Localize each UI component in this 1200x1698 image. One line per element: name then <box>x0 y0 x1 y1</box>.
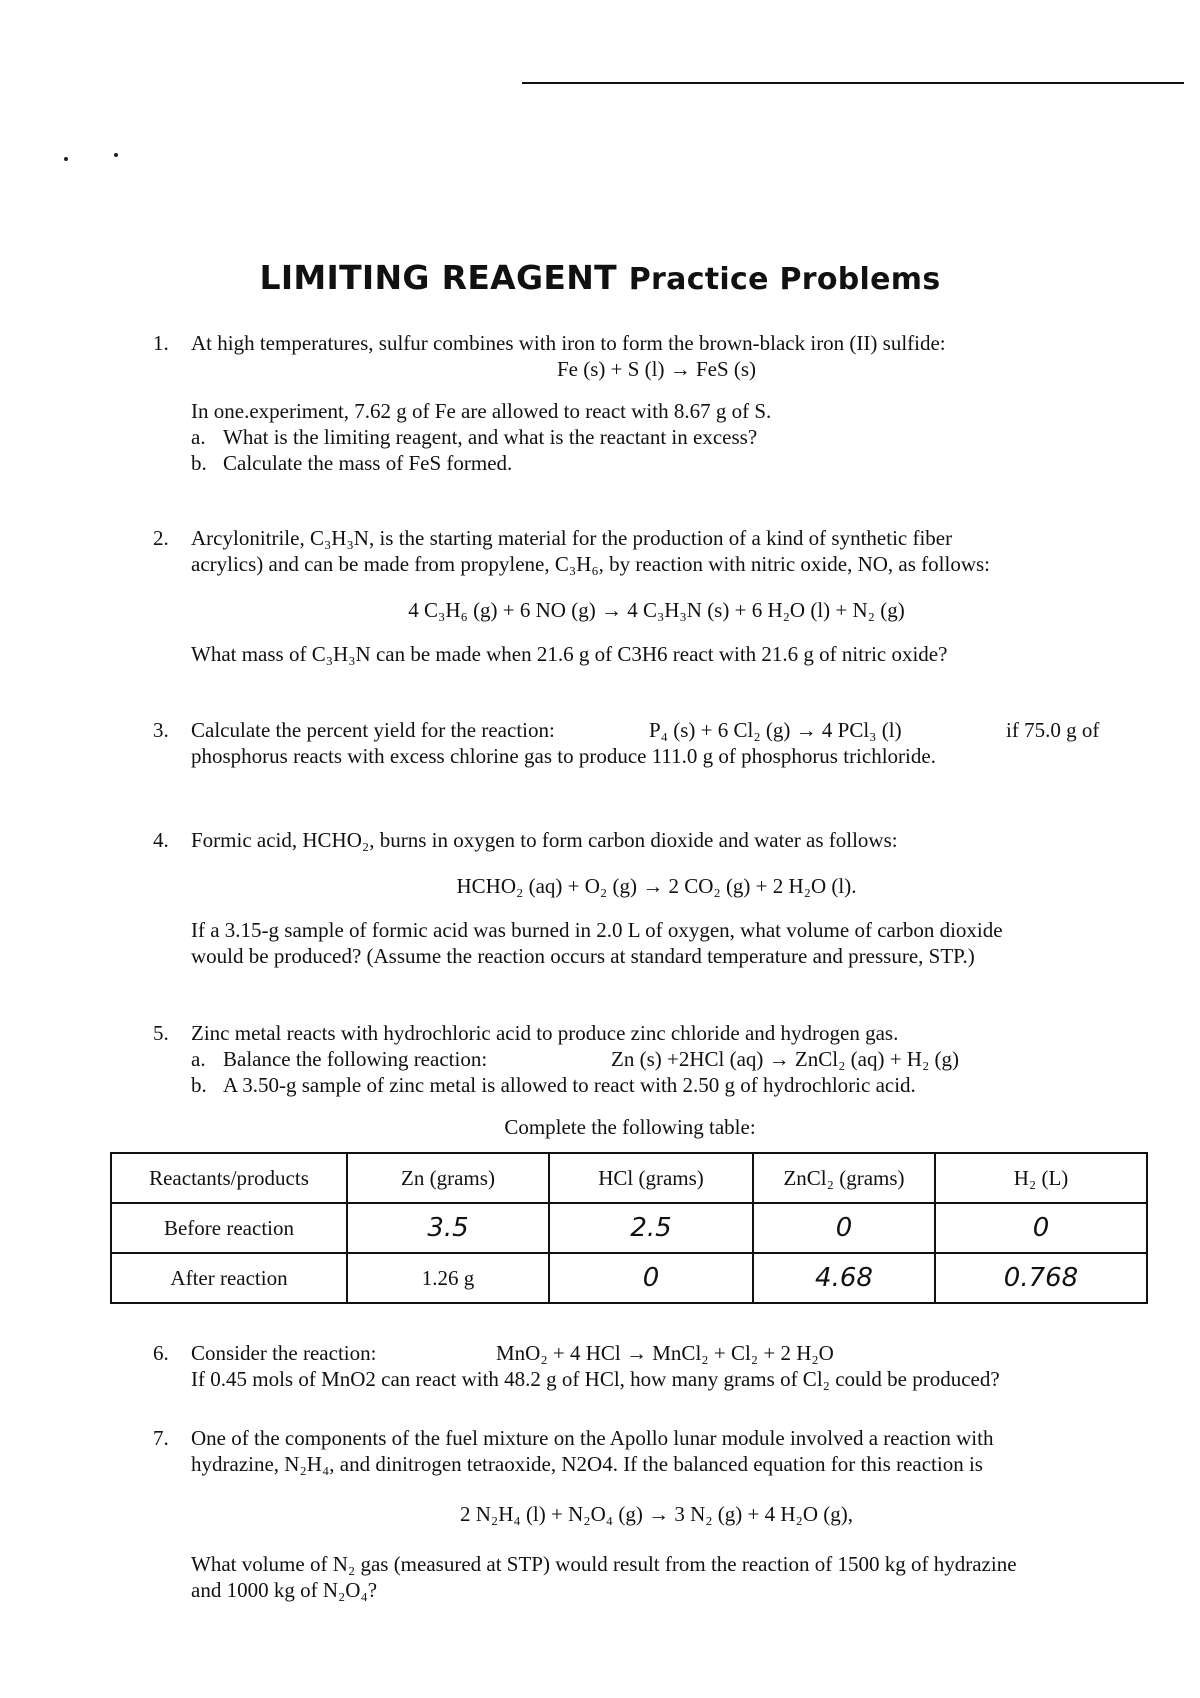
subpart-text: Balance the following reaction: <box>223 1047 488 1071</box>
question-3 <box>153 717 1160 769</box>
subpart-a <box>191 1046 1160 1072</box>
question-text: Formic acid, HCHO₂, burns in oxygen to form carbon dioxide and water as follows: <box>191 828 898 852</box>
question-5 <box>153 1020 1160 1098</box>
question-prompt: What volume of N₂ gas (measured at STP) would result from the reaction of 1500 kg of hydrazine <box>191 1552 1017 1576</box>
table-header-row <box>111 1153 1147 1203</box>
question-text: acrylics) and can be made from propylene, C₃H₆, by reaction with nitric oxide, NO, as follows: <box>191 552 990 576</box>
table-cell: 4.68 <box>753 1253 935 1303</box>
column-header: Zn (grams) <box>347 1153 549 1203</box>
table-row <box>111 1253 1147 1303</box>
question-1 <box>153 330 1160 476</box>
results-table <box>110 1152 1148 1304</box>
question-text: At high temperatures, sulfur combines with iron to form the brown-black iron (II) sulfide: <box>191 331 946 355</box>
scan-speck <box>114 153 118 157</box>
subpart-text: What is the limiting reagent, and what is the reactant in excess? <box>223 425 758 449</box>
question-text: If a 3.15-g sample of formic acid was burned in 2.0 L of oxygen, what volume of carbon dioxide <box>191 918 1003 942</box>
question-7 <box>153 1425 1160 1603</box>
table-caption: Complete the following table: <box>504 1115 756 1139</box>
question-2 <box>153 525 1160 667</box>
question-number: 5. <box>153 1021 169 1045</box>
question-number: 4. <box>153 828 169 852</box>
equation: 4 C₃H₆ (g) + 6 NO (g) → 4 C₃H₃N (s) + 6 H₂O (l) + N₂ (g) <box>408 598 905 622</box>
subpart-b <box>191 450 1160 476</box>
question-number: 2. <box>153 526 169 550</box>
subpart-a <box>191 424 1160 450</box>
question-number: 6. <box>153 1341 169 1365</box>
question-text: Consider the reaction: <box>191 1341 377 1365</box>
question-text: hydrazine, N₂H₄, and dinitrogen tetraoxide, N2O4. If the balanced equation for this reaction is <box>191 1452 983 1476</box>
question-6 <box>153 1340 1160 1392</box>
question-text: One of the components of the fuel mixture on the Apollo lunar module involved a reaction with <box>191 1426 994 1450</box>
equation: Zn (s) +2HCl (aq) → ZnCl₂ (aq) + H₂ (g) <box>611 1047 960 1071</box>
column-header: H₂ (L) <box>935 1153 1147 1203</box>
title-sub: Practice Problems <box>628 262 941 297</box>
table-cell: 1.26 g <box>347 1253 549 1303</box>
subpart-letter: a. <box>191 1047 206 1071</box>
table-cell: 3.5 <box>347 1203 549 1253</box>
question-prompt: If 0.45 mols of MnO2 can react with 48.2 g of HCl, how many grams of Cl₂ could be produced? <box>191 1367 1000 1391</box>
question-setup: In one.experiment, 7.62 g of Fe are allowed to react with 8.67 g of S. <box>191 399 772 423</box>
question-line <box>191 1340 1160 1366</box>
table-cell: 0 <box>935 1203 1147 1253</box>
subpart-text: Calculate the mass of FeS formed. <box>223 451 513 475</box>
question-4 <box>153 827 1160 969</box>
equation: MnO₂ + 4 HCl → MnCl₂ + Cl₂ + 2 H₂O <box>496 1341 834 1365</box>
question-prompt: What mass of C₃H₃N can be made when 21.6 g of C3H6 react with 21.6 g of nitric oxide? <box>191 642 948 666</box>
page-title <box>0 258 1200 297</box>
question-number: 3. <box>153 718 169 742</box>
equation: 2 N₂H₄ (l) + N₂O₄ (g) → 3 N₂ (g) + 4 H₂O (g), <box>459 1502 854 1526</box>
question-number: 1. <box>153 331 169 355</box>
question-text: Zinc metal reacts with hydrochloric acid to produce zinc chloride and hydrogen gas. <box>191 1021 899 1045</box>
table-cell: 0.768 <box>935 1253 1147 1303</box>
table-row <box>111 1203 1147 1253</box>
scan-speck <box>64 157 68 161</box>
table-cell: 2.5 <box>549 1203 753 1253</box>
question-text: phosphorus reacts with excess chlorine gas to produce 111.0 g of phosphorus trichloride. <box>191 744 936 768</box>
subpart-b <box>191 1072 1160 1098</box>
column-header: HCl (grams) <box>549 1153 753 1203</box>
subpart-text: A 3.50-g sample of zinc metal is allowed to react with 2.50 g of hydrochloric acid. <box>223 1073 916 1097</box>
column-header: ZnCl₂ (grams) <box>753 1153 935 1203</box>
subpart-letter: b. <box>191 1073 207 1097</box>
question-text: if 75.0 g of <box>1006 718 1100 742</box>
table-cell: 0 <box>549 1253 753 1303</box>
row-label: Before reaction <box>111 1203 347 1253</box>
question-prompt: and 1000 kg of N₂O₄? <box>191 1578 378 1602</box>
title-main: LIMITING REAGENT <box>259 258 617 297</box>
subpart-letter: b. <box>191 451 207 475</box>
equation: P₄ (s) + 6 Cl₂ (g) → 4 PCl₃ (l) <box>649 718 902 742</box>
equation: Fe (s) + S (l) → FeS (s) <box>556 357 757 381</box>
question-number: 7. <box>153 1426 169 1450</box>
question-text: Arcylonitrile, C₃H₃N, is the starting material for the production of a kind of synthetic fiber <box>191 526 953 550</box>
question-text: Calculate the percent yield for the reaction: <box>191 718 555 742</box>
equation: HCHO₂ (aq) + O₂ (g) → 2 CO₂ (g) + 2 H₂O (l). <box>456 874 857 898</box>
subpart-letter: a. <box>191 425 206 449</box>
table-cell: 0 <box>753 1203 935 1253</box>
question-line <box>191 717 1160 743</box>
question-text: would be produced? (Assume the reaction occurs at standard temperature and pressure, STP.) <box>191 944 975 968</box>
row-label: After reaction <box>111 1253 347 1303</box>
top-rule <box>522 82 1184 84</box>
column-header: Reactants/products <box>111 1153 347 1203</box>
